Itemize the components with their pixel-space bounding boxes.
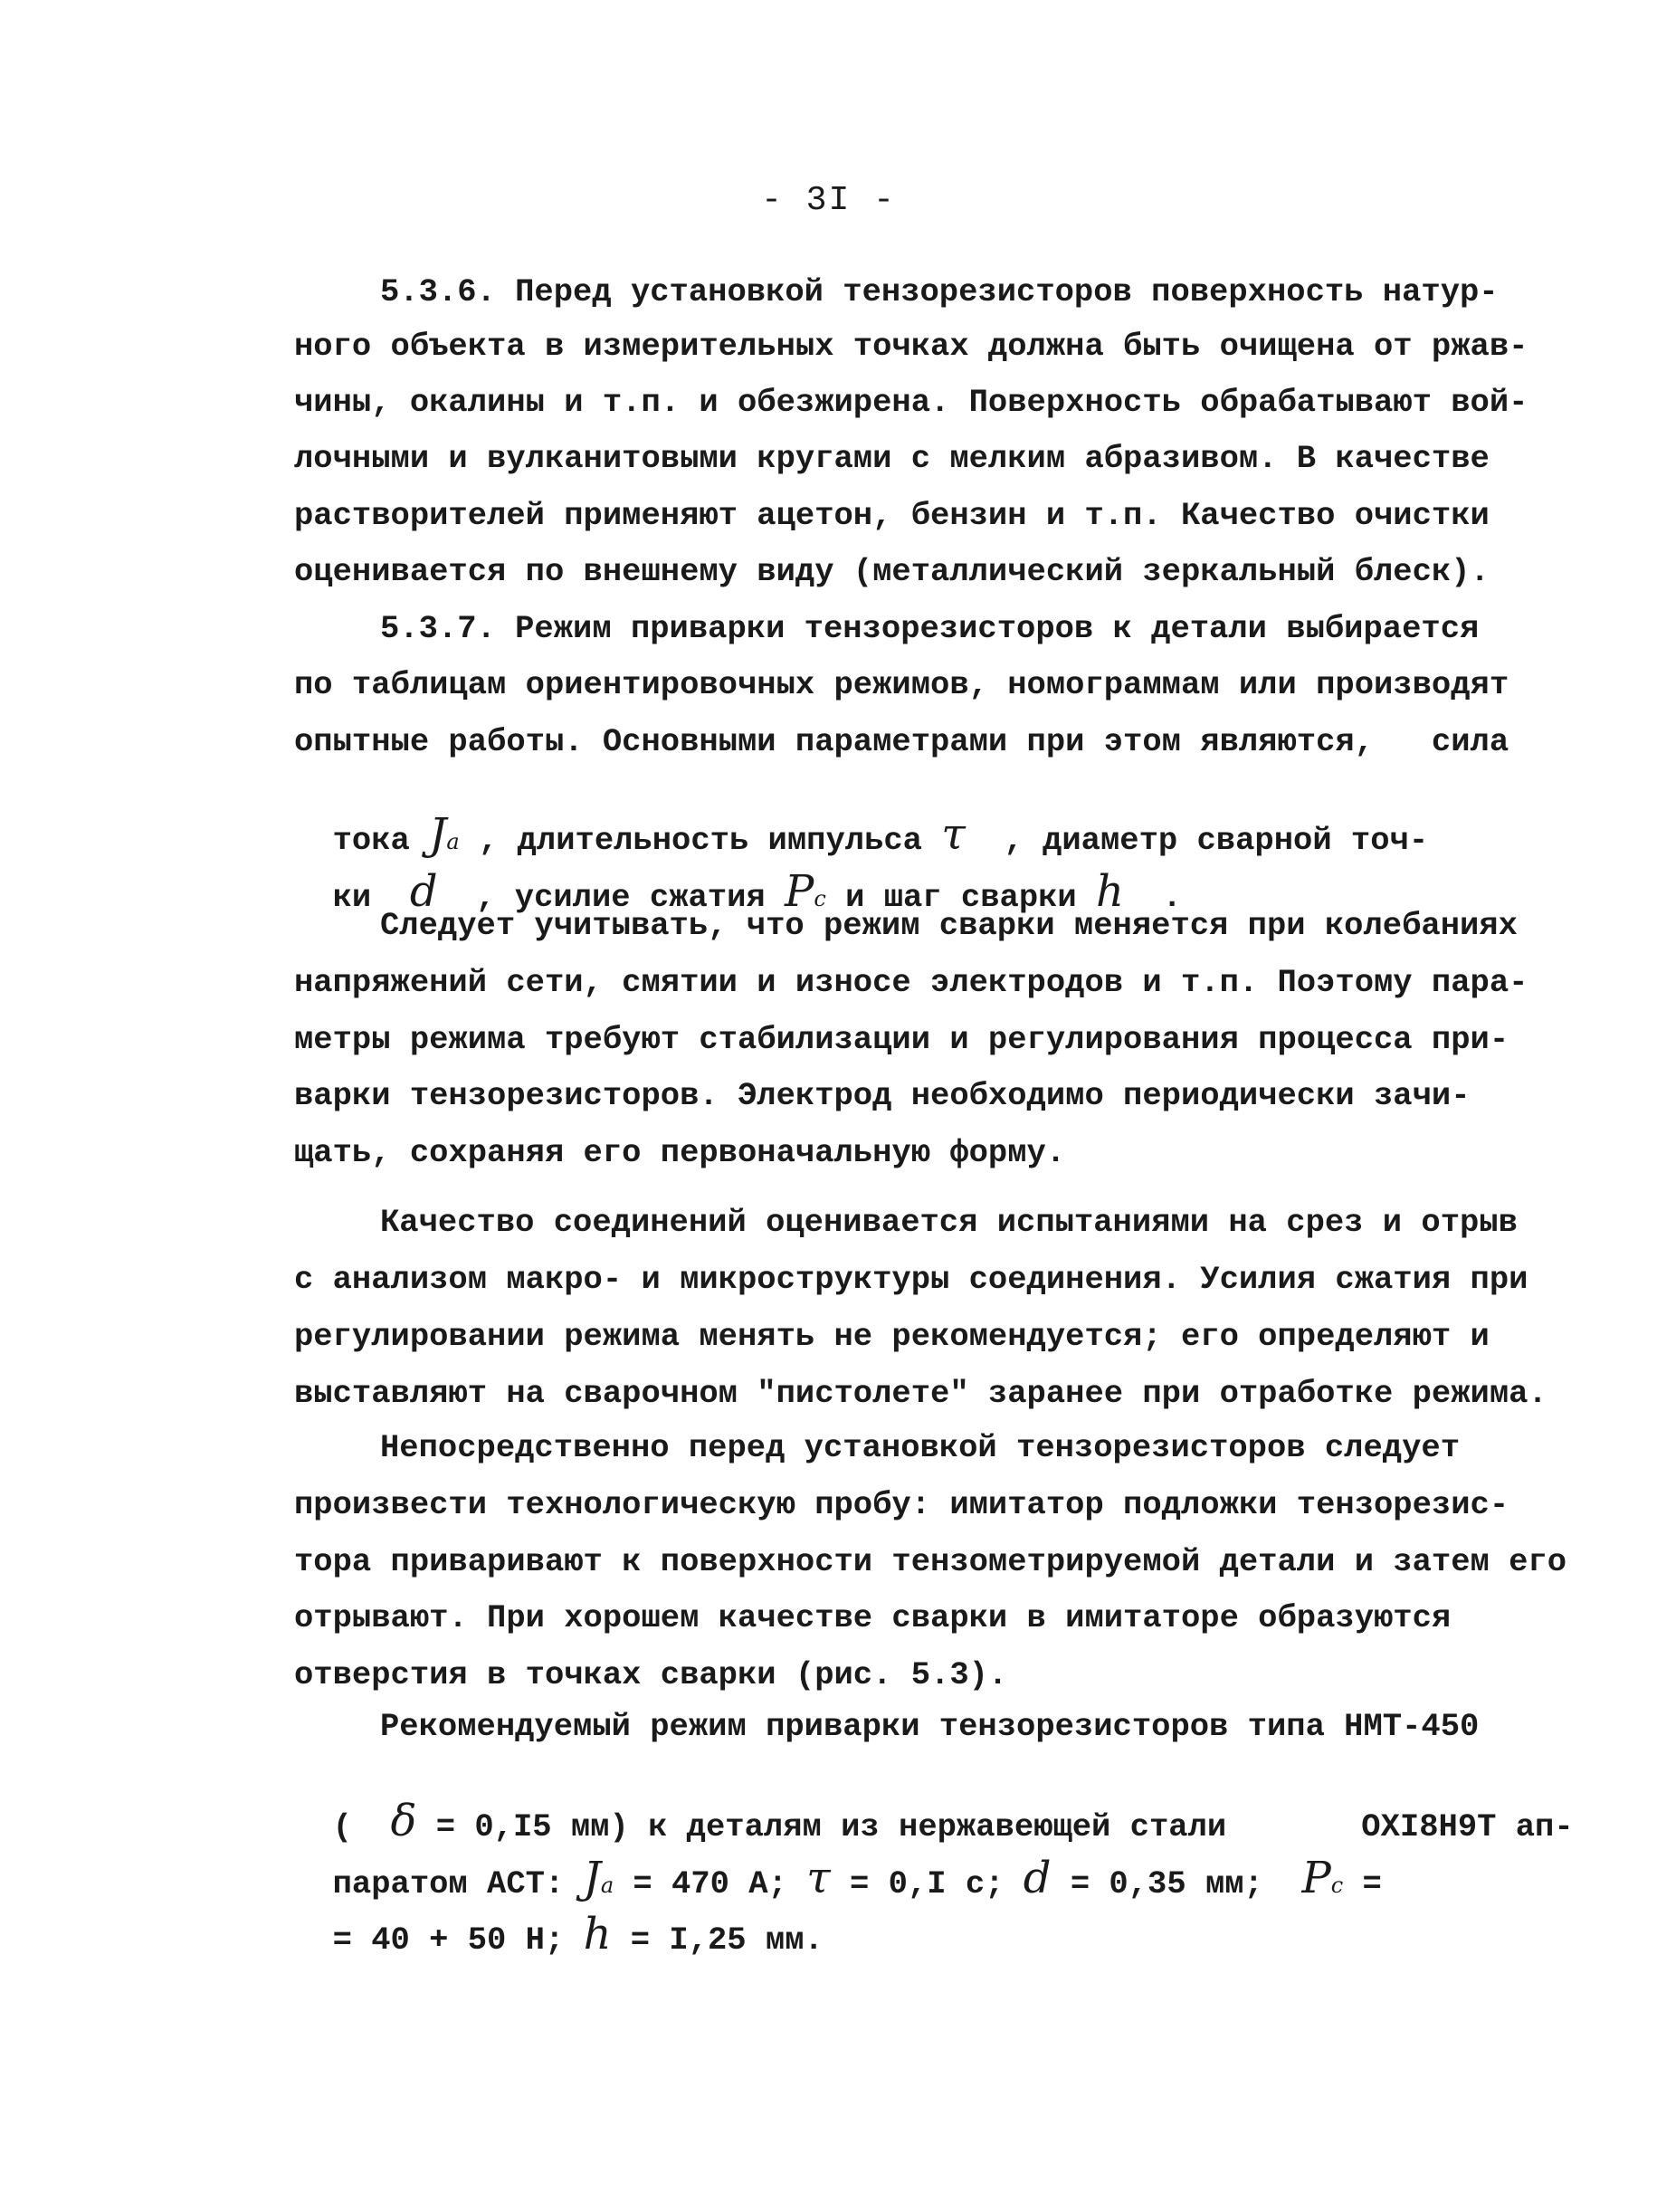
pressure-symbol: P xyxy=(785,866,814,917)
line-text: и шаг сварки xyxy=(825,879,1097,916)
current-symbol-subscript: a xyxy=(446,829,460,854)
line-text: = 0,35 мм; xyxy=(1051,1865,1302,1902)
line-text: = 470 А; xyxy=(614,1865,807,1902)
d-symbol: d xyxy=(1023,1853,1052,1903)
tau-symbol: τ xyxy=(806,1853,831,1903)
text-line: напряжений сети, смятии и износе электродов и т.п. Поэтому пара- xyxy=(294,964,1528,1001)
line-text: , длительность импульса xyxy=(459,822,942,859)
line-text: , усилие сжатия xyxy=(437,879,786,916)
text-line: произвести технологическую пробу: имитатор подложки тензорезис- xyxy=(294,1486,1509,1523)
text-line: опытные работы. Основными параметрами при этом являются, сила xyxy=(294,723,1509,760)
text-line: отверстия в точках сварки (рис. 5.3). xyxy=(294,1656,1008,1693)
text-line: Качество соединений оценивается испытаниями на срез и отрыв xyxy=(380,1204,1518,1241)
text-line: отрывают. При хорошем качестве сварки в имитаторе образуются xyxy=(294,1599,1452,1636)
line-text: = 40 + 50 Н; xyxy=(332,1921,584,1959)
text-line xyxy=(294,1880,824,1959)
d-symbol: d xyxy=(409,866,438,917)
text-line: ного объекта в измерительных точках должна быть очищена от ржав- xyxy=(294,328,1528,365)
line-text: = 0,I5 мм) к деталям из нержавеющей стали ОХI8Н9Т ап- xyxy=(416,1808,1574,1845)
text-line: чины, окалины и т.п. и обезжирена. Поверхность обрабатывают вой- xyxy=(294,384,1528,421)
text-line: Рекомендуемый режим приварки тензорезисторов типа НМТ-450 xyxy=(380,1708,1480,1745)
line-text: . xyxy=(1123,879,1182,916)
h-symbol: h xyxy=(583,1909,612,1959)
text-line: щать, сохраняя его первоначальную форму. xyxy=(294,1134,1066,1171)
text-line: тора приваривают к поверхности тензометрируемой детали и затем его xyxy=(294,1543,1567,1580)
line-text: = 0,I с; xyxy=(830,1865,1024,1902)
line-text: тока xyxy=(332,822,430,859)
line-text: паратом АСТ: xyxy=(332,1865,584,1902)
pressure-symbol-subscript: c xyxy=(1330,1873,1344,1898)
line-text: ки xyxy=(332,879,410,916)
line-text: , диаметр сварной точ- xyxy=(965,822,1429,859)
text-line: Следует учитывать, что режим сварки меняется при колебаниях xyxy=(380,907,1518,944)
text-line: регулировании режима менять не рекомендуется; его определяют и xyxy=(294,1318,1490,1355)
page-number: - 3I - xyxy=(761,181,896,220)
text-line: 5.3.6. Перед установкой тензорезисторов поверхность натур- xyxy=(380,273,1499,310)
text-line: с анализом макро- и микроструктуры соединения. Усилия сжатия при xyxy=(294,1261,1528,1298)
line-text: = xyxy=(1343,1865,1382,1902)
pressure-symbol-subscript: c xyxy=(814,886,826,911)
current-symbol-subscript: a xyxy=(600,1873,614,1898)
tau-symbol: τ xyxy=(941,809,966,860)
pressure-symbol: P xyxy=(1301,1853,1331,1903)
text-line: растворителей применяют ацетон, бензин и т.п. Качество очистки xyxy=(294,497,1490,534)
current-symbol: J xyxy=(429,809,447,860)
text-line: варки тензорезисторов. Электрод необходимо периодически зачи- xyxy=(294,1077,1471,1114)
delta-symbol: δ xyxy=(390,1796,417,1846)
h-symbol: h xyxy=(1096,866,1124,917)
text-line: 5.3.7. Режим приварки тензорезисторов к детали выбирается xyxy=(380,610,1480,647)
text-line: лочными и вулканитовыми кругами с мелким абразивом. В качестве xyxy=(294,440,1490,477)
text-line: Непосредственно перед установкой тензорезисторов следует xyxy=(380,1429,1460,1466)
text-line: по таблицам ориентировочных режимов, номограммам или производят xyxy=(294,666,1509,703)
current-symbol: J xyxy=(583,1853,601,1903)
text-line: выставляют на сварочном "пистолете" заранее при отработке режима. xyxy=(294,1375,1547,1412)
text-line: метры режима требуют стабилизации и регулирования процесса при- xyxy=(294,1021,1509,1058)
line-text: ( xyxy=(332,1808,391,1845)
line-text: = I,25 мм. xyxy=(611,1921,824,1959)
text-line xyxy=(294,837,1182,917)
text-line: оценивается по внешнему виду (металлический зеркальный блеск). xyxy=(294,553,1490,590)
